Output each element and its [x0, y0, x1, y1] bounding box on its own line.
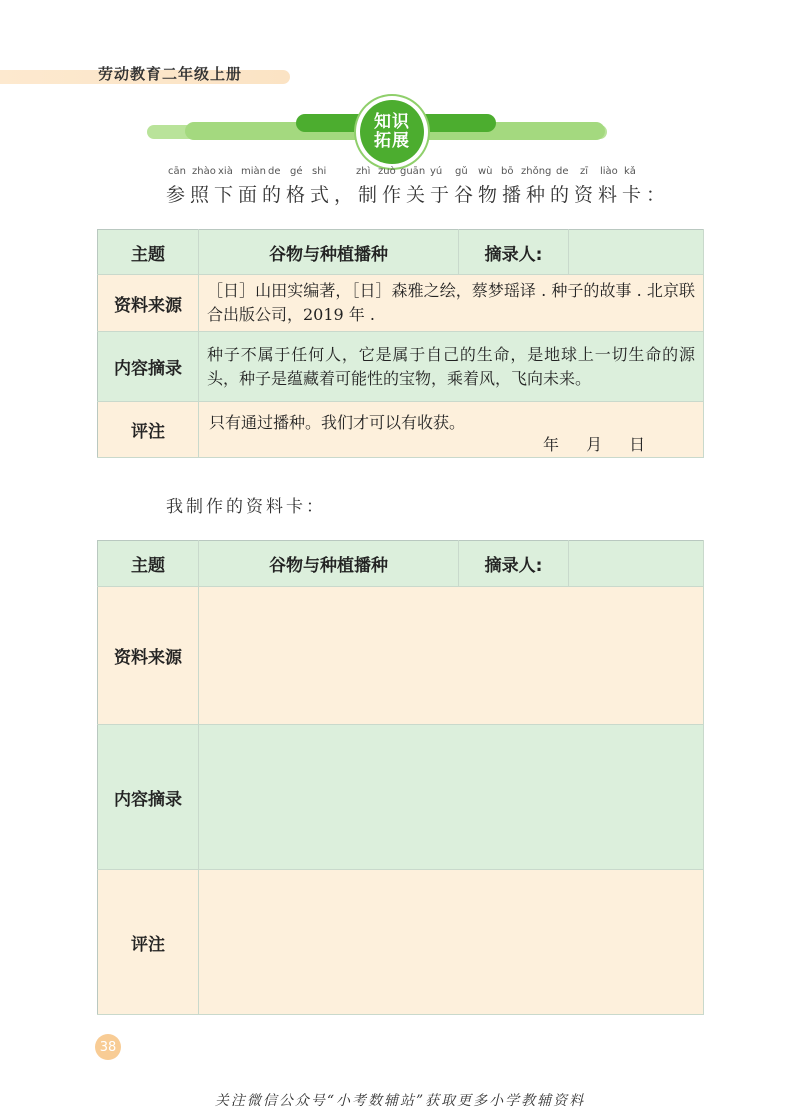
comment-row: [98, 402, 704, 458]
source-label: 资料来源: [98, 275, 199, 332]
excerpt-row: [98, 332, 704, 402]
recorder-field[interactable]: [569, 541, 704, 587]
badge-line2: 拓展: [374, 131, 410, 151]
topic-label: 主题: [98, 230, 199, 275]
source-row: [98, 587, 704, 725]
excerpt-value: 种子不属于任何人，它是属于自己的生命，是地球上一切生命的源头，种子是蕴藏着可能性的宝物，乘着风，飞向未来。: [199, 332, 704, 402]
instruction-text: 参照下面的格式，制作关于谷物播种的资料卡：: [166, 184, 671, 206]
example-info-card: [97, 229, 704, 458]
excerpt-label: 内容摘录: [98, 725, 199, 870]
topic-value: 谷物与种植播种: [199, 541, 459, 587]
source-label: 资料来源: [98, 587, 199, 725]
topic-row: [98, 541, 704, 587]
pinyin-syllable: zuò: [378, 166, 396, 177]
comment-field[interactable]: [199, 870, 704, 1015]
pinyin-syllable: zhǒng: [521, 166, 552, 177]
page-number: 38: [95, 1034, 121, 1060]
comment-cell: [199, 402, 704, 458]
pinyin-syllable: bō: [501, 166, 514, 177]
pinyin-syllable: kǎ: [624, 166, 636, 177]
comment-label: 评注: [98, 870, 199, 1015]
source-value: ［日］山田实编著，［日］森雅之绘，蔡梦瑶译 . 种子的故事 . 北京联合出版公司，2019 年 .: [199, 275, 704, 332]
date-value: 年 月 日: [543, 435, 646, 454]
comment-value: 只有通过播种。我们才可以有收获。: [209, 413, 466, 432]
pinyin-syllable: guān: [400, 166, 426, 177]
excerpt-label: 内容摘录: [98, 332, 199, 402]
pinyin-syllable: de: [268, 166, 281, 177]
recorder-field[interactable]: [569, 230, 704, 275]
footer-note: 关注微信公众号“小考数辅站”获取更多小学教辅资料: [214, 1093, 586, 1109]
pinyin-syllable: zī: [580, 166, 589, 177]
pinyin-syllable: miàn: [241, 166, 266, 177]
comment-label: 评注: [98, 402, 199, 458]
recorder-label: 摘录人:: [459, 541, 569, 587]
excerpt-field[interactable]: [199, 725, 704, 870]
excerpt-row: [98, 725, 704, 870]
my-card-label: 我制作的资料卡：: [166, 497, 326, 517]
pinyin-syllable: cān: [168, 166, 186, 177]
book-title: 劳动教育二年级上册: [98, 65, 243, 83]
pinyin-syllable: zhì: [356, 166, 371, 177]
comment-row: [98, 870, 704, 1015]
pinyin-syllable: gé: [290, 166, 303, 177]
my-info-card: [97, 540, 704, 1015]
instruction-pinyin: [168, 166, 638, 180]
topic-value: 谷物与种植播种: [199, 230, 459, 275]
pinyin-syllable: liào: [600, 166, 618, 177]
knowledge-extension-badge: [360, 100, 424, 164]
recorder-label: 摘录人:: [459, 230, 569, 275]
pinyin-syllable: de: [556, 166, 569, 177]
pinyin-syllable: yú: [430, 166, 443, 177]
pinyin-syllable: xià: [218, 166, 233, 177]
badge-line1: 知识: [374, 112, 410, 132]
pinyin-syllable: shi: [312, 166, 327, 177]
pinyin-syllable: gǔ: [455, 166, 468, 177]
pinyin-syllable: zhào: [192, 166, 216, 177]
topic-row: [98, 230, 704, 275]
topic-label: 主题: [98, 541, 199, 587]
source-row: [98, 275, 704, 332]
pinyin-syllable: wù: [478, 166, 493, 177]
source-field[interactable]: [199, 587, 704, 725]
